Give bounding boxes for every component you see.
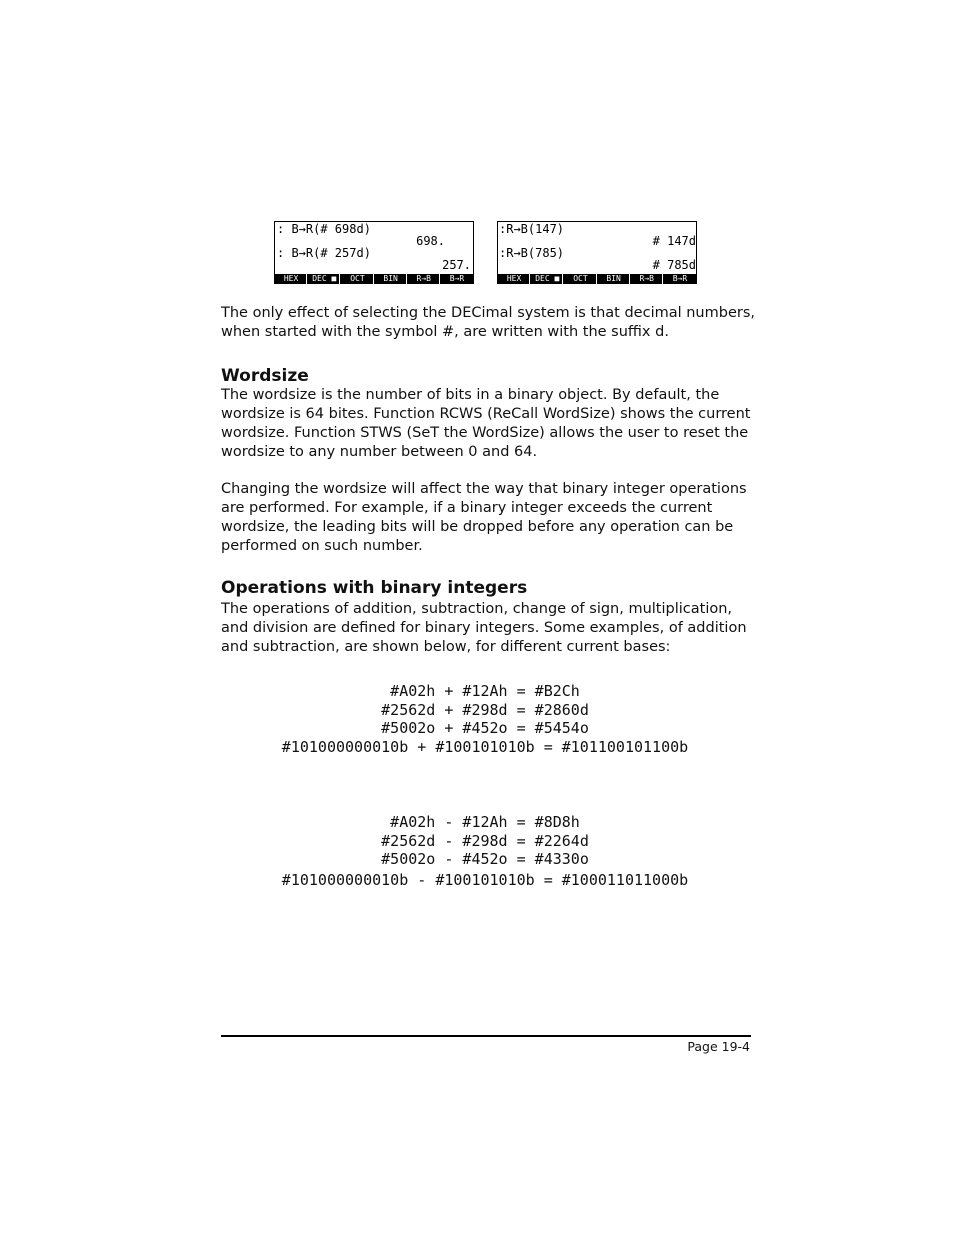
menu-key-b-to-r[interactable]: B→R <box>442 274 472 284</box>
soft-menu-bar <box>498 274 696 284</box>
wordsize-heading: Wordsize <box>221 366 309 386</box>
screen-result: 257. <box>442 258 471 272</box>
calculator-screen-left <box>274 221 474 284</box>
intro-paragraph: The only effect of selecting the DECimal system is that decimal numbers, when started with the symbol #, are written with the suffix d. <box>221 305 755 340</box>
screen-result: # 147d <box>652 234 696 248</box>
menu-key-r-to-b[interactable]: R→B <box>409 274 440 284</box>
subtraction-example-dec: #2562d - #298d = #2264d <box>381 832 589 850</box>
wordsize-paragraph-1: The wordsize is the number of bits in a binary object. By default, the wordsize is 64 bites. Function RCWS (ReCall WordSize) shows the current wordsize. Function STWS (SeT the WordSize) allows the user to reset the wordsize to any number between 0 and 64. <box>221 387 751 460</box>
operations-heading: Operations with binary integers <box>221 578 528 598</box>
screen-line: : B→R(# 698d) <box>277 222 371 236</box>
menu-key-oct[interactable]: OCT <box>342 274 373 284</box>
screen-result: # 785d <box>652 258 696 272</box>
addition-example-hex: #A02h + #12Ah = #B2Ch <box>390 682 580 700</box>
addition-example-oct: #5002o + #452o = #5454o <box>381 719 589 737</box>
screen-line: : B→R(# 257d) <box>277 246 371 260</box>
subtraction-example-bin: #101000000010b - #100101010b = #100011011000b <box>281 871 689 889</box>
menu-key-b-to-r[interactable]: B→R <box>665 274 695 284</box>
screen-line: :R→B(147) <box>499 222 565 236</box>
operations-paragraph: The operations of addition, subtraction, change of sign, multiplication, and division are defined for binary integers. Some examples, of addition and subtraction, are shown below, for different current bases: <box>221 601 747 655</box>
addition-example-bin: #101000000010b + #100101010b = #101100101100b <box>281 738 689 756</box>
page-number: Page 19-4 <box>687 1039 750 1054</box>
addition-example-dec: #2562d + #298d = #2860d <box>381 701 589 719</box>
menu-key-bin[interactable]: BIN <box>599 274 630 284</box>
menu-key-oct[interactable]: OCT <box>565 274 596 284</box>
menu-key-dec[interactable]: DEC ■ <box>532 274 563 284</box>
footer-divider <box>221 1035 751 1037</box>
calculator-screen-right <box>497 221 697 284</box>
menu-key-hex[interactable]: HEX <box>499 274 530 284</box>
soft-menu-bar <box>275 274 473 284</box>
menu-key-dec[interactable]: DEC ■ <box>309 274 340 284</box>
subtraction-example-oct: #5002o - #452o = #4330o <box>381 850 589 868</box>
menu-key-r-to-b[interactable]: R→B <box>632 274 663 284</box>
screen-line: :R→B(785) <box>499 246 565 260</box>
wordsize-paragraph-2: Changing the wordsize will affect the way that binary integer operations are performed. For example, if a binary integer exceeds the current wordsize, the leading bits will be dropped before any operation can be performed on such number. <box>221 481 747 554</box>
menu-key-hex[interactable]: HEX <box>276 274 307 284</box>
subtraction-example-hex: #A02h - #12Ah = #8D8h <box>390 813 580 831</box>
screen-result: 698. <box>416 234 445 248</box>
menu-key-bin[interactable]: BIN <box>376 274 407 284</box>
